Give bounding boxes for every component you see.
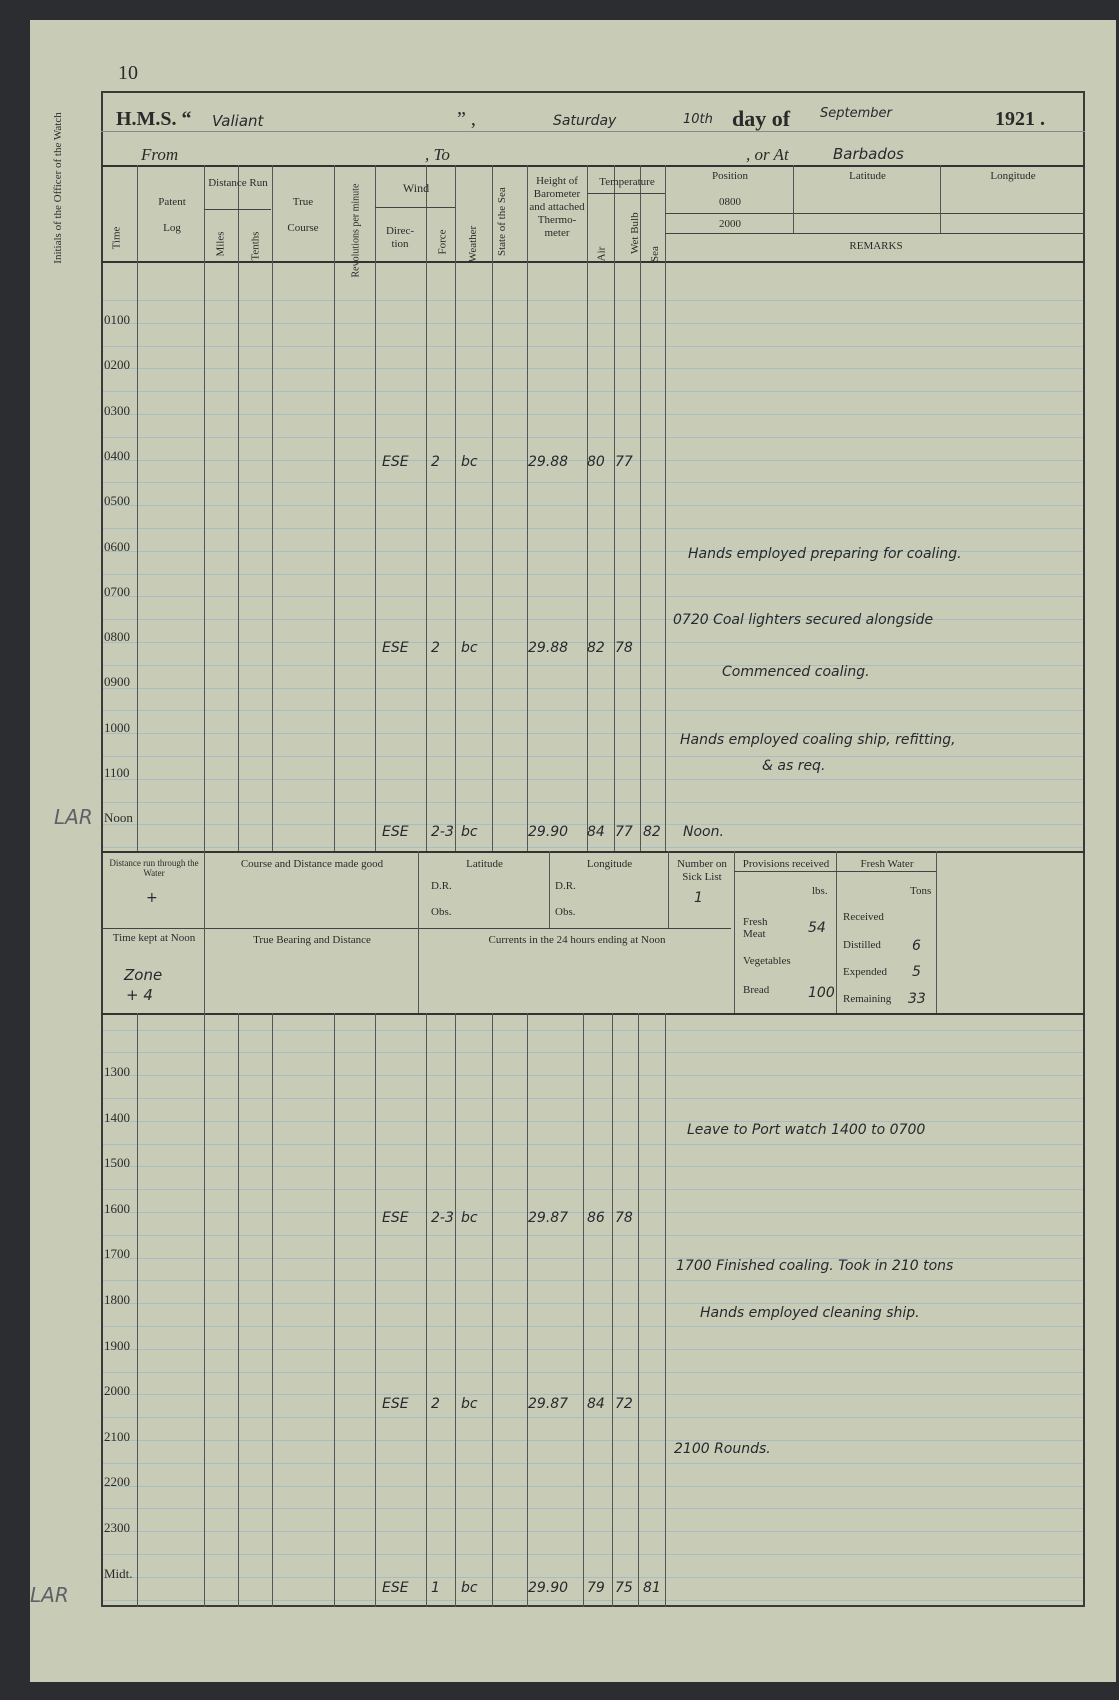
log-table-frame: [101, 91, 1085, 1607]
fresh-meat-value: 54: [808, 920, 826, 936]
position-divider-2: [665, 233, 1085, 234]
air-temp: 84: [587, 824, 605, 840]
barometer-value: 29.88: [528, 640, 569, 656]
wind-force: 2: [431, 454, 440, 470]
remark-1000a: Hands employed coaling ship, refitting,: [680, 732, 956, 748]
fresh-meat-label: Fresh Meat: [743, 916, 768, 940]
day-of-label: day of: [732, 106, 791, 131]
air-temp: 82: [587, 640, 605, 656]
position-0800: 0800: [719, 196, 741, 208]
fresh-water-label: Fresh Water: [860, 858, 914, 870]
weather-code: bc: [461, 454, 478, 470]
column-line: [426, 165, 427, 851]
sea-temp: 81: [643, 1580, 661, 1596]
wet-bulb-temp: 78: [615, 640, 633, 656]
time-label: 0200: [104, 357, 130, 372]
latitude-dr-label: D.R.: [431, 880, 452, 892]
time-label: 1100: [104, 765, 130, 780]
column-line: [238, 165, 239, 851]
sick-list-value: 1: [694, 890, 703, 906]
tons-label: Tons: [910, 885, 932, 897]
time-label: 1700: [104, 1246, 130, 1261]
position-2000: 2000: [719, 218, 741, 230]
sea-temp: 82: [643, 824, 661, 840]
column-line: [640, 165, 641, 851]
air-temp: 79: [587, 1580, 605, 1596]
col-state-sea: State of the Sea: [496, 187, 508, 256]
expended-value: 5: [912, 964, 921, 980]
remark-2100: 2100 Rounds.: [674, 1441, 771, 1457]
column-line: [204, 165, 205, 851]
time-label: 0700: [104, 584, 130, 599]
column-line: [204, 1013, 205, 1607]
time-label: 1900: [104, 1338, 130, 1353]
col-true: True: [292, 196, 314, 208]
wind-force: 2-3: [431, 824, 454, 840]
to-label: , To: [425, 145, 450, 164]
weather-code: bc: [461, 1396, 478, 1412]
time-label: 0300: [104, 403, 130, 418]
year: 1921 .: [995, 108, 1045, 130]
noon-vdiv-1: [204, 851, 205, 1013]
col-direction: Direc- tion: [385, 225, 415, 250]
col-patent: Patent: [158, 196, 186, 208]
air-temp: 84: [587, 1396, 605, 1412]
column-header-top: [101, 165, 1085, 167]
wind-direction: ESE: [382, 1580, 409, 1596]
time-label: 0900: [104, 674, 130, 689]
provisions-divider: [734, 871, 936, 872]
expended-label: Expended: [843, 966, 887, 978]
time-label: Midt.: [104, 1566, 133, 1581]
remaining-label: Remaining: [843, 993, 892, 1005]
bread-value: 100: [808, 985, 835, 1001]
time-label: 0100: [104, 312, 130, 327]
longitude-noon-label: Longitude: [586, 858, 633, 870]
day-number: 10th: [683, 112, 713, 127]
col-time: Time: [110, 226, 123, 250]
wind-direction: ESE: [382, 1210, 409, 1226]
column-line: [492, 165, 493, 851]
wet-bulb-temp: 77: [615, 824, 633, 840]
at-place: Barbados: [833, 145, 904, 163]
position-divider-1: [665, 213, 1085, 214]
col-barometer: Height of Barometer and attached Thermo- meter: [529, 175, 585, 239]
weather-code: bc: [461, 640, 478, 656]
air-temp: 80: [587, 454, 605, 470]
from-label: From: [141, 145, 179, 164]
remark-0800: Commenced coaling.: [722, 664, 870, 680]
initials-night: LAR: [30, 1583, 69, 1607]
column-line: [334, 165, 335, 851]
wind-direction: ESE: [382, 454, 409, 470]
wind-divider: [375, 207, 455, 208]
barometer-value: 29.90: [528, 1580, 569, 1596]
provisions-label: Provisions received: [742, 858, 830, 870]
noon-block-top: [101, 851, 1085, 853]
wind-direction: ESE: [382, 1396, 409, 1412]
longitude-obs-label: Obs.: [555, 906, 576, 918]
wet-bulb-temp: 75: [615, 1580, 633, 1596]
column-header-bottom: [101, 261, 1085, 263]
column-line: [665, 165, 666, 851]
column-line: [272, 1013, 273, 1607]
column-line: [426, 1013, 427, 1607]
time-label: 2200: [104, 1474, 130, 1489]
col-distance-run: Distance Run: [208, 177, 268, 189]
column-line: [527, 1013, 528, 1607]
column-line: [375, 1013, 376, 1607]
latitude-obs-label: Obs.: [431, 906, 452, 918]
distance-run-divider: [204, 209, 271, 210]
time-label: 0800: [104, 629, 130, 644]
course-made-good-label: Course and Distance made good: [240, 858, 384, 870]
col-air: Air: [595, 246, 608, 262]
time-label: 0500: [104, 493, 130, 508]
time-label: 1500: [104, 1155, 130, 1170]
col-weather: Weather: [467, 225, 480, 263]
column-line: [583, 1013, 584, 1607]
wet-bulb-temp: 72: [615, 1396, 633, 1412]
col-wind: Wind: [402, 181, 430, 195]
col-temperature: Temperature: [599, 176, 655, 188]
barometer-value: 29.88: [528, 454, 569, 470]
column-line: [665, 1013, 666, 1607]
distilled-value: 6: [912, 938, 921, 954]
sick-list-label: Number on Sick List: [677, 858, 727, 883]
received-label: Received: [843, 911, 884, 923]
column-line: [238, 1013, 239, 1607]
wind-force: 1: [431, 1580, 440, 1596]
column-line: [614, 165, 615, 851]
col-remarks: REMARKS: [849, 240, 903, 252]
noon-block-mid: [101, 928, 731, 929]
col-miles: Miles: [214, 231, 227, 257]
remark-1000b: & as req.: [762, 758, 826, 774]
noon-vdiv-5: [734, 851, 735, 1013]
remark-0720: 0720 Coal lighters secured alongside: [673, 612, 934, 628]
header-divider: [101, 131, 1085, 132]
time-label: 1300: [104, 1064, 130, 1079]
month: September: [820, 106, 892, 121]
barometer-value: 29.90: [528, 824, 569, 840]
remark-noon: Noon.: [683, 824, 724, 840]
time-label: 0600: [104, 539, 130, 554]
vegetables-label: Vegetables: [743, 955, 791, 967]
weekday: Saturday: [553, 113, 617, 129]
officer-initials-label: Initials of the Officer of the Watch: [52, 112, 64, 264]
column-line: [527, 165, 528, 851]
noon-vdiv-7: [936, 851, 937, 1013]
column-line: [638, 1013, 639, 1607]
col-longitude: Longitude: [990, 170, 1036, 182]
col-sea: Sea: [648, 246, 661, 262]
time-label: 2100: [104, 1429, 130, 1444]
wind-force: 2: [431, 640, 440, 656]
air-temp: 86: [587, 1210, 605, 1226]
col-latitude: Latitude: [849, 170, 886, 182]
remaining-value: 33: [908, 991, 926, 1007]
dist-run-label: Distance run through the Water: [109, 858, 199, 878]
column-line: [137, 165, 138, 851]
temperature-divider: [587, 193, 665, 194]
time-label: 1600: [104, 1201, 130, 1216]
col-tenths: Tenths: [249, 231, 262, 261]
col-wet-bulb: Wet Bulb: [629, 212, 641, 254]
hms-prefix: H.M.S. “: [116, 108, 192, 130]
time-label: 1400: [104, 1110, 130, 1125]
column-line: [587, 165, 588, 851]
time-label: 2300: [104, 1520, 130, 1535]
time-kept-value-2: + 4: [126, 986, 153, 1004]
quote-close: ” ,: [457, 108, 476, 130]
time-label: 0400: [104, 448, 130, 463]
column-line: [375, 165, 376, 851]
col-log: Log: [163, 222, 181, 234]
remark-1400: Leave to Port watch 1400 to 0700: [687, 1122, 926, 1138]
dist-run-value: +: [146, 890, 158, 906]
time-label: 2000: [104, 1383, 130, 1398]
noon-vdiv-4: [668, 851, 669, 928]
col-force: Force: [436, 229, 449, 255]
remark-1700: 1700 Finished coaling. Took in 210 tons: [676, 1258, 954, 1274]
lbs-label: lbs.: [812, 885, 828, 897]
column-line: [455, 1013, 456, 1607]
noon-vdiv-2: [418, 851, 419, 1013]
barometer-value: 29.87: [528, 1210, 569, 1226]
ship-name: Valiant: [212, 112, 264, 130]
weather-code: bc: [461, 1580, 478, 1596]
column-line: [612, 1013, 613, 1607]
bread-label: Bread: [743, 984, 770, 996]
wind-direction: ESE: [382, 640, 409, 656]
position-vdiv-2: [940, 165, 941, 233]
wind-direction: ESE: [382, 824, 409, 840]
wet-bulb-temp: 78: [615, 1210, 633, 1226]
time-kept-label: Time kept at Noon: [112, 932, 196, 944]
latitude-noon-label: Latitude: [466, 858, 503, 870]
position-vdiv-1: [793, 165, 794, 233]
currents-label: Currents in the 24 hours ending at Noon: [488, 934, 666, 946]
col-revolutions: Revolutions per minute: [350, 183, 362, 278]
remark-1800: Hands employed cleaning ship.: [700, 1305, 920, 1321]
true-bearing-label: True Bearing and Distance: [253, 934, 371, 946]
column-line: [492, 1013, 493, 1607]
time-label: 1000: [104, 720, 130, 735]
column-line: [334, 1013, 335, 1607]
col-course: Course: [287, 222, 319, 234]
remark-0600: Hands employed preparing for coaling.: [688, 546, 962, 562]
noon-vdiv-3: [549, 851, 550, 928]
time-kept-value-1: Zone: [124, 966, 163, 984]
longitude-dr-label: D.R.: [555, 880, 576, 892]
wind-force: 2-3: [431, 1210, 454, 1226]
noon-vdiv-6: [836, 851, 837, 1013]
at-label: , or At: [746, 145, 789, 164]
column-line: [455, 165, 456, 851]
wind-force: 2: [431, 1396, 440, 1412]
noon-block-bottom: [101, 1013, 1085, 1015]
wet-bulb-temp: 77: [615, 454, 633, 470]
time-label: 1800: [104, 1292, 130, 1307]
column-line: [272, 165, 273, 851]
page-number: 10: [118, 62, 138, 84]
barometer-value: 29.87: [528, 1396, 569, 1412]
initials-morning: LAR: [54, 805, 93, 829]
weather-code: bc: [461, 824, 478, 840]
col-position: Position: [711, 170, 749, 182]
column-line: [137, 1013, 138, 1607]
weather-code: bc: [461, 1210, 478, 1226]
distilled-label: Distilled: [843, 939, 881, 951]
time-label: Noon: [104, 810, 133, 825]
